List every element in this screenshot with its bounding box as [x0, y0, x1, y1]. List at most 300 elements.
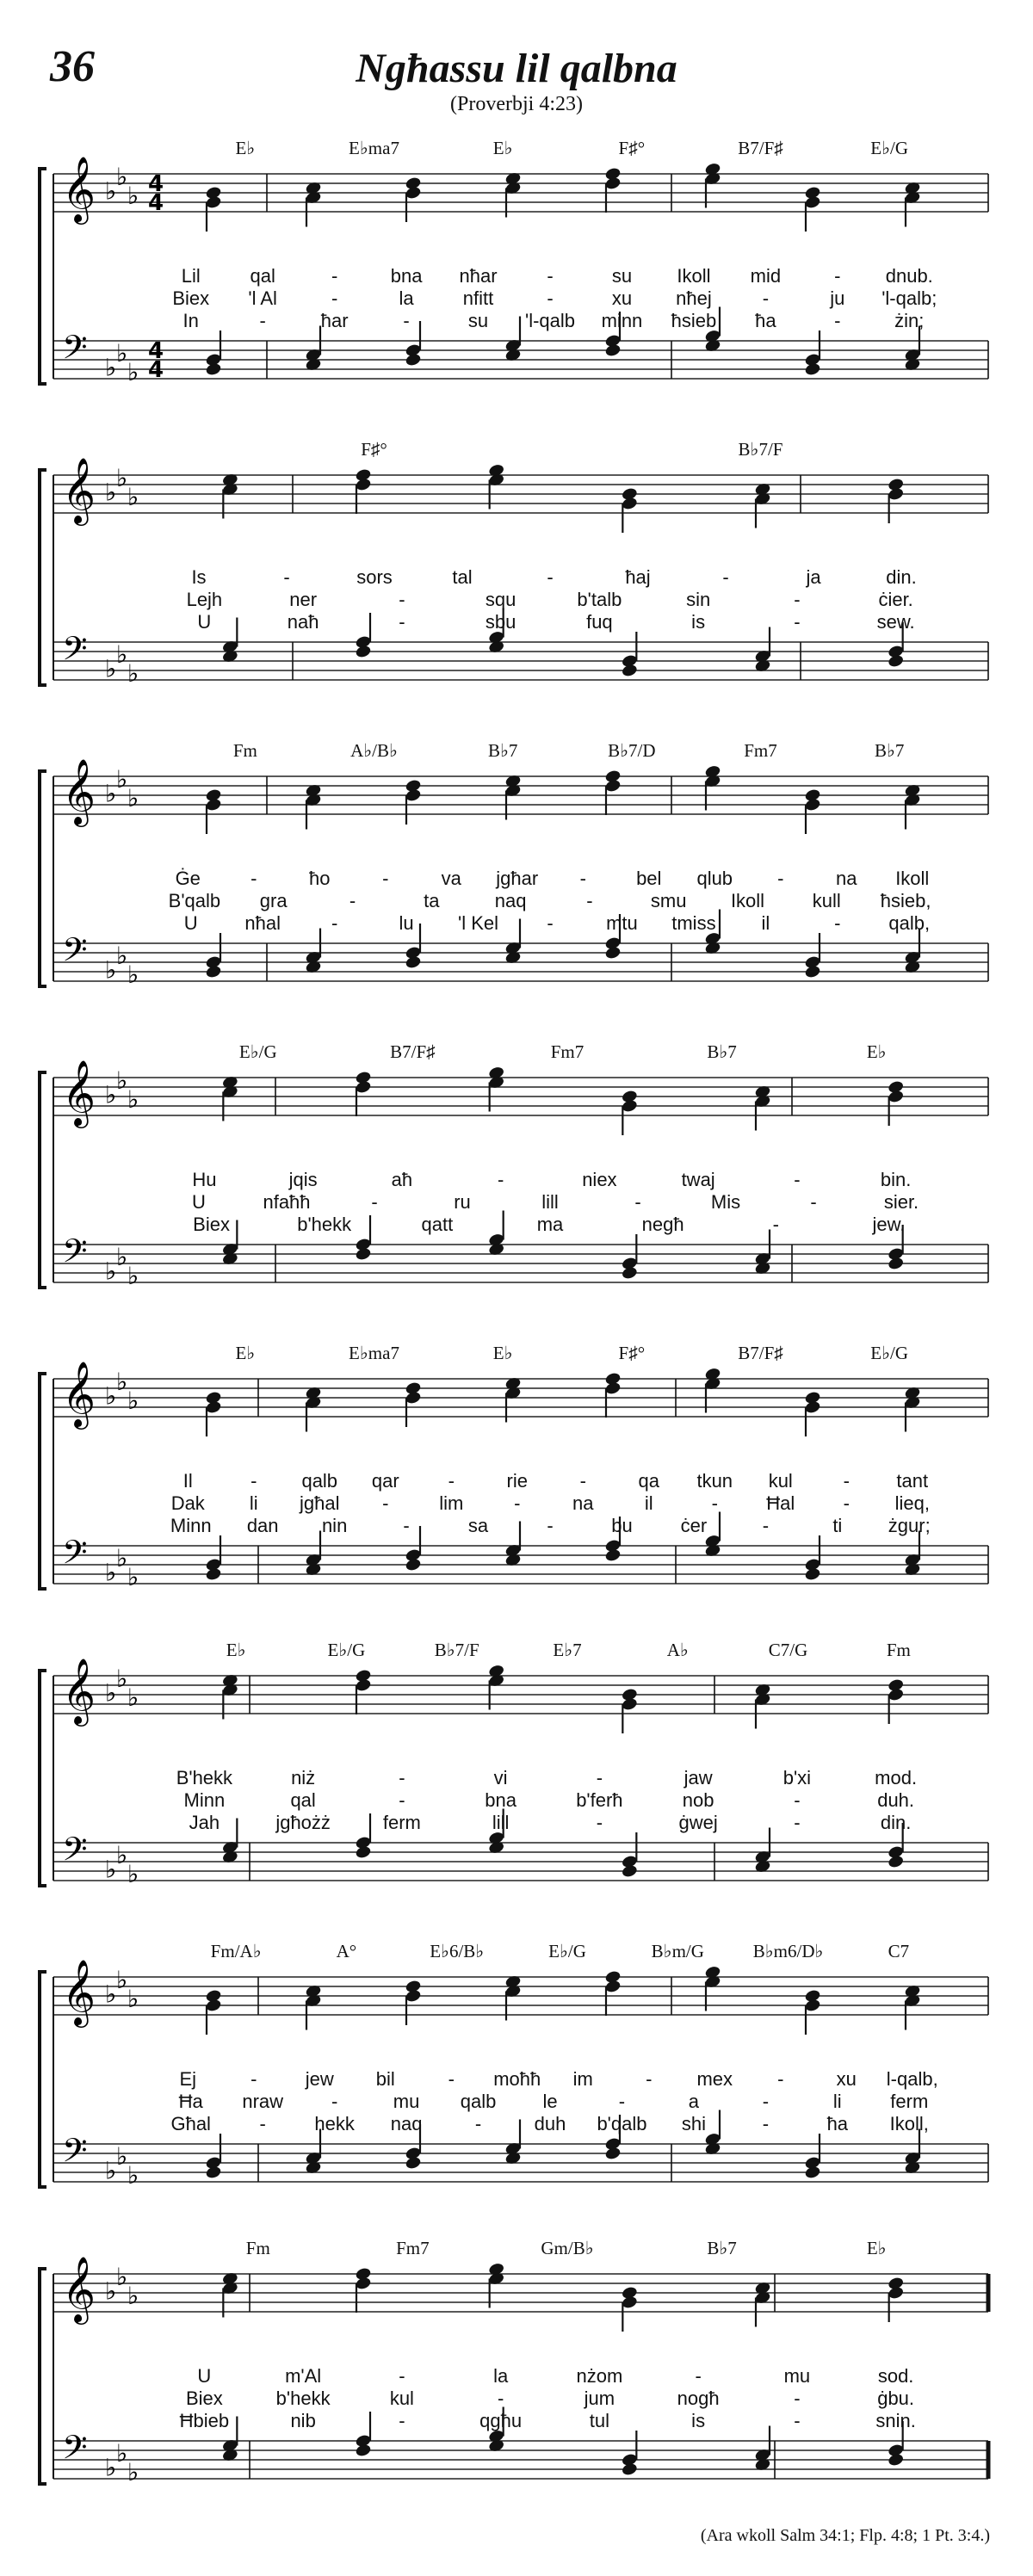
lyric-syllable: sier.	[883, 1191, 919, 1213]
lyric-syllable: lim	[439, 1492, 464, 1514]
lyric-syllable: qalb	[301, 1470, 338, 1492]
lyric-syllable: rie	[506, 1470, 528, 1492]
lyric-syllable: -	[251, 2068, 257, 2090]
lyric-syllable: -	[547, 1515, 554, 1536]
note-head	[604, 1969, 622, 1984]
note-head	[355, 1070, 372, 1084]
lyric-syllable: -	[586, 890, 593, 911]
lyric-syllable: la	[493, 2365, 509, 2387]
lyric-syllable: lill	[492, 1812, 510, 1833]
lyric-syllable: na	[572, 1492, 594, 1514]
lyric-syllable: le	[542, 2091, 558, 2112]
lyric-syllable: -	[695, 2365, 702, 2387]
lyric-line-verse-3	[0, 611, 1033, 633]
key-flat-icon: ♭	[116, 1544, 128, 1573]
lyric-syllable: -	[403, 1515, 410, 1536]
key-flat-icon: ♭	[105, 2276, 117, 2306]
lyric-syllable: U	[197, 611, 212, 633]
treble-clef-icon: 𝄞	[62, 2256, 96, 2322]
lyric-syllable: -	[331, 2091, 338, 2112]
lyric-line-verse-2	[0, 1789, 1033, 1812]
lyric-syllable: żin;	[894, 310, 925, 331]
lyric-syllable: tul	[589, 2410, 609, 2431]
lyric-line-verse-1	[0, 2068, 1033, 2091]
lyric-line-verse-2	[0, 1191, 1033, 1214]
lyric-line-verse-2	[0, 890, 1033, 912]
treble-clef-icon: 𝄞	[62, 156, 96, 222]
lyric-line-verse-3	[0, 2113, 1033, 2135]
note-head	[205, 185, 222, 200]
lyric-line-verse-1	[0, 566, 1033, 589]
lyric-syllable: U	[197, 2365, 212, 2387]
lyric-syllable: -	[646, 2068, 653, 2090]
lyric-syllable: la	[399, 287, 414, 309]
chord-symbol: Fm7	[396, 2238, 430, 2258]
lyric-syllable: ferm	[382, 1812, 421, 1833]
lyric-syllable: naħ	[287, 611, 319, 633]
lyric-syllable: smu	[650, 890, 687, 911]
lyric-syllable: jew	[305, 2068, 334, 2090]
lyric-syllable: -	[762, 2091, 770, 2112]
lyric-syllable: jgħar	[496, 868, 539, 889]
note-head	[405, 778, 422, 793]
lyric-line-verse-1	[0, 868, 1033, 890]
lyric-syllable: -	[794, 611, 801, 633]
lyric-syllable: qar	[371, 1470, 399, 1492]
lyric-syllable: -	[251, 1470, 257, 1492]
chord-symbol: C7	[888, 1941, 910, 1961]
chord-symbol: E♭	[226, 1640, 246, 1660]
key-flat-icon: ♭	[116, 765, 128, 794]
lyric-syllable: im	[572, 2068, 593, 2090]
lyric-syllable: -	[762, 287, 770, 309]
bass-clef-icon: 𝄢	[62, 1830, 88, 1876]
treble-clef-icon: 𝄞	[62, 1959, 96, 2025]
lyric-syllable: jew.	[872, 1214, 906, 1235]
lyric-syllable: -	[834, 912, 841, 934]
key-flat-icon: ♭	[105, 1080, 117, 1109]
note-head	[804, 185, 821, 200]
chord-symbol: E♭	[866, 1041, 887, 1062]
lyric-syllable: mid	[750, 265, 782, 287]
note-head	[888, 1079, 905, 1094]
lyric-syllable: bna	[390, 265, 423, 287]
lyric-syllable: ju	[830, 287, 845, 309]
chord-symbol: E♭ma7	[349, 138, 399, 158]
lyric-syllable: jgħal	[300, 1492, 340, 1514]
lyric-syllable: sbu	[485, 611, 516, 633]
lyric-syllable: ħa	[826, 2113, 849, 2134]
lyric-syllable: -	[794, 1812, 801, 1833]
lyric-syllable: negħ	[641, 1214, 684, 1235]
lyric-syllable: b'xi	[782, 1767, 812, 1788]
chord-symbol: B♭7/F	[738, 439, 783, 460]
chord-symbol: B♭m/G	[651, 1941, 704, 1961]
key-flat-icon: ♭	[105, 2453, 117, 2482]
lyric-syllable: niż	[291, 1767, 316, 1788]
note-head	[804, 1988, 821, 2003]
key-flat-icon: ♭	[116, 464, 128, 493]
lyric-syllable: nżom	[576, 2365, 623, 2387]
lyric-syllable: il	[644, 1492, 653, 1514]
lyric-syllable: hekk	[314, 2113, 355, 2134]
lyric-syllable: gra	[259, 890, 288, 911]
time-signature-top: 4	[148, 171, 164, 197]
key-flat-icon: ♭	[127, 182, 139, 211]
lyric-syllable: is	[691, 611, 706, 633]
key-flat-icon: ♭	[127, 1387, 139, 1416]
note-head	[355, 467, 372, 482]
lyric-syllable: -	[794, 1169, 801, 1190]
lyric-syllable: -	[497, 1169, 504, 1190]
lyric-syllable: li	[832, 2091, 842, 2112]
lyric-syllable: is	[691, 2410, 706, 2431]
lyric-syllable: mod.	[875, 1767, 918, 1788]
key-flat-icon: ♭	[116, 163, 128, 192]
lyric-syllable: jgħożż	[275, 1812, 331, 1833]
lyric-syllable: -	[547, 265, 554, 287]
key-flat-icon: ♭	[116, 1066, 128, 1096]
chord-symbol: B7/F♯	[738, 138, 783, 158]
note-head	[621, 1687, 638, 1702]
lyric-syllable: Ikoll	[730, 890, 765, 911]
lyric-syllable: -	[762, 2113, 770, 2134]
lyric-syllable: naq	[390, 2113, 423, 2134]
lyric-syllable: li	[249, 1492, 258, 1514]
lyric-syllable: Is	[191, 566, 207, 588]
note-head	[804, 788, 821, 802]
lyric-syllable: Ikoll,	[889, 2113, 929, 2134]
lyric-syllable: mtu	[606, 912, 638, 934]
lyric-syllable: b'hekk	[275, 2388, 331, 2409]
lyric-syllable: -	[382, 868, 389, 889]
lyric-syllable: niex	[582, 1169, 617, 1190]
hymn-number: 36	[50, 42, 95, 91]
lyric-syllable: b'qalb	[597, 2113, 647, 2134]
note-head	[888, 1677, 905, 1692]
lyric-syllable: lu	[399, 912, 414, 934]
lyric-syllable: nib	[290, 2410, 316, 2431]
music-system	[0, 439, 1033, 732]
key-flat-icon: ♭	[127, 1985, 139, 2014]
lyric-syllable: nob	[682, 1789, 714, 1811]
lyric-syllable: -	[399, 2410, 405, 2431]
music-system	[0, 740, 1033, 1033]
lyric-syllable: twaj	[681, 1169, 715, 1190]
lyric-syllable: ħar	[320, 310, 349, 331]
lyric-syllable: naq	[494, 890, 527, 911]
lyric-syllable: nħej	[676, 287, 712, 309]
key-flat-icon: ♭	[116, 942, 128, 971]
key-flat-icon: ♭	[105, 779, 117, 808]
lyric-syllable: -	[474, 2113, 482, 2134]
lyric-syllable: qa	[638, 1470, 659, 1492]
key-flat-icon: ♭	[116, 1368, 128, 1397]
lyric-syllable: żgur;	[888, 1515, 931, 1536]
lyric-syllable: -	[497, 2388, 504, 2409]
music-system	[0, 138, 1033, 430]
lyric-syllable: qal	[290, 1789, 316, 1811]
lyric-syllable: din.	[880, 1812, 912, 1833]
lyric-syllable: jqis	[288, 1169, 318, 1190]
key-flat-icon: ♭	[116, 339, 128, 368]
lyric-syllable: qalb,	[888, 912, 931, 934]
lyric-syllable: ma	[536, 1214, 564, 1235]
lyric-syllable: -	[618, 2091, 626, 2112]
time-signature-bottom: 4	[148, 357, 164, 383]
lyric-syllable: -	[331, 912, 338, 934]
lyric-syllable: Biex	[172, 287, 210, 309]
treble-clef-icon: 𝄞	[62, 1059, 96, 1126]
lyric-line-verse-2	[0, 287, 1033, 310]
lyric-syllable: xu	[836, 2068, 857, 2090]
lyric-syllable: -	[349, 890, 356, 911]
lyric-syllable: mex	[696, 2068, 733, 2090]
lyric-line-verse-3	[0, 2410, 1033, 2432]
lyric-syllable: bil	[375, 2068, 395, 2090]
lyric-syllable: qgħu	[479, 2410, 523, 2431]
lyric-syllable: mu	[393, 2091, 420, 2112]
chord-symbol: E♭/G	[870, 1343, 909, 1363]
lyric-syllable: shi	[681, 2113, 706, 2134]
lyric-syllable: squ	[485, 589, 516, 610]
key-flat-icon: ♭	[105, 1855, 117, 1884]
lyric-syllable: -	[810, 1191, 817, 1213]
key-flat-icon: ♭	[105, 1257, 117, 1286]
key-flat-icon: ♭	[105, 1558, 117, 1587]
lyric-syllable: In	[182, 310, 199, 331]
lyric-syllable: 'l Al	[248, 287, 277, 309]
lyric-syllable: fuq	[586, 611, 613, 633]
key-flat-icon: ♭	[116, 1665, 128, 1694]
lyric-syllable: sod.	[877, 2365, 914, 2387]
lyric-syllable: duh.	[877, 1789, 915, 1811]
lyric-syllable: Ħbieb	[179, 2410, 230, 2431]
lyric-syllable: Lejh	[186, 589, 223, 610]
lyric-syllable: Ħal	[766, 1492, 795, 1514]
chord-symbol: F♯°	[361, 439, 387, 460]
lyric-syllable: su	[467, 310, 489, 331]
key-flat-icon: ♭	[105, 478, 117, 507]
lyric-syllable: vi	[493, 1767, 508, 1788]
lyric-line-verse-3	[0, 912, 1033, 935]
lyric-syllable: -	[283, 566, 290, 588]
lyric-syllable: 'l-qalb;	[881, 287, 937, 309]
chord-symbol: B♭7/F	[434, 1640, 479, 1660]
lyric-line-verse-2	[0, 2388, 1033, 2410]
key-flat-icon: ♭	[105, 1678, 117, 1708]
lyric-syllable: dan	[246, 1515, 279, 1536]
treble-clef-icon: 𝄞	[62, 457, 96, 523]
lyric-syllable: Ħa	[178, 2091, 203, 2112]
lyric-syllable: -	[579, 1470, 586, 1492]
lyric-syllable: -	[259, 2113, 266, 2134]
chord-symbol: E♭/G	[238, 1041, 277, 1062]
lyric-syllable: b'hekk	[297, 1214, 352, 1235]
key-flat-icon: ♭	[105, 1381, 117, 1411]
lyric-syllable: bu	[611, 1515, 633, 1536]
key-flat-icon: ♭	[116, 2142, 128, 2171]
lyric-syllable: -	[777, 868, 784, 889]
lyric-syllable: U	[183, 912, 198, 934]
lyric-syllable: Ikoll	[677, 265, 711, 287]
lyric-line-verse-2	[0, 2091, 1033, 2113]
lyric-syllable: nħar	[459, 265, 498, 287]
note-head	[804, 1390, 821, 1405]
lyric-syllable: -	[399, 589, 405, 610]
lyric-syllable: aħ	[391, 1169, 413, 1190]
chord-symbol: A♭	[666, 1640, 689, 1660]
lyric-syllable: qlub	[696, 868, 733, 889]
lyric-syllable: nin	[321, 1515, 348, 1536]
time-signature-top: 4	[148, 338, 164, 364]
key-flat-icon: ♭	[127, 1563, 139, 1592]
key-flat-icon: ♭	[127, 483, 139, 512]
lyric-syllable: -	[722, 566, 729, 588]
lyric-syllable: -	[251, 868, 257, 889]
lyric-line-verse-1	[0, 1169, 1033, 1191]
lyric-line-verse-3	[0, 1214, 1033, 1236]
lyric-syllable: -	[794, 589, 801, 610]
lyric-syllable: -	[843, 1470, 850, 1492]
key-flat-icon: ♭	[116, 2439, 128, 2468]
chord-symbol: E♭	[866, 2238, 887, 2258]
lyric-syllable: Jah	[189, 1812, 220, 1833]
note-head	[621, 1089, 638, 1103]
note-head	[604, 769, 622, 783]
lyric-syllable: Hu	[192, 1169, 217, 1190]
lyric-syllable: bna	[485, 1789, 516, 1811]
music-system	[0, 1640, 1033, 1932]
lyric-syllable: -	[403, 310, 410, 331]
key-flat-icon: ♭	[105, 353, 117, 382]
lyric-syllable: -	[596, 1767, 603, 1788]
key-flat-icon: ♭	[127, 784, 139, 813]
chord-symbol: E♭/G	[870, 138, 909, 158]
note-head	[621, 2285, 638, 2300]
lyric-syllable: l-qalb,	[886, 2068, 938, 2090]
chord-symbol: E♭	[235, 1343, 256, 1363]
bass-clef-icon: 𝄢	[62, 2131, 88, 2178]
lyric-syllable: lieq,	[894, 1492, 930, 1514]
lyric-line-verse-1	[0, 2365, 1033, 2388]
lyric-syllable: -	[794, 2410, 801, 2431]
key-flat-icon: ♭	[127, 1262, 139, 1291]
lyric-syllable: a	[688, 2091, 700, 2112]
lyric-syllable: Mis	[710, 1191, 741, 1213]
lyric-syllable: qal	[250, 265, 275, 287]
lyric-syllable: Minn	[183, 1789, 226, 1811]
key-flat-icon: ♭	[127, 659, 139, 689]
key-flat-icon: ♭	[105, 2156, 117, 2185]
lyric-syllable: -	[399, 1767, 405, 1788]
treble-clef-icon: 𝄞	[62, 1658, 96, 1724]
lyric-syllable: -	[777, 2068, 784, 2090]
key-flat-icon: ♭	[127, 961, 139, 990]
chord-symbol: E♭/G	[548, 1941, 586, 1961]
footer-note: (Ara wkoll Salm 34:1; Flp. 4:8; 1 Pt. 3:4.)	[700, 2526, 990, 2545]
key-flat-icon: ♭	[116, 640, 128, 670]
note-head	[405, 1979, 422, 1993]
lyric-syllable: tal	[452, 566, 473, 588]
chord-symbol: Fm/A♭	[210, 1941, 262, 1961]
lyric-syllable: jum	[584, 2388, 615, 2409]
note-head	[205, 1390, 222, 1405]
lyric-syllable: kul	[768, 1470, 793, 1492]
lyric-syllable: -	[514, 1492, 521, 1514]
lyric-syllable: kull	[812, 890, 841, 911]
lyric-syllable: m'Al	[285, 2365, 322, 2387]
lyric-syllable: ja	[806, 566, 821, 588]
chord-symbol: Fm7	[744, 740, 777, 761]
lyric-syllable: -	[762, 1515, 770, 1536]
lyric-syllable: -	[596, 1812, 603, 1833]
note-head	[405, 1381, 422, 1395]
lyric-line-verse-1	[0, 265, 1033, 287]
music-system	[0, 1343, 1033, 1635]
lyric-syllable: mu	[783, 2365, 811, 2387]
lyric-syllable: ta	[424, 890, 440, 911]
lyric-syllable: Ikoll	[895, 868, 930, 889]
lyric-syllable: -	[448, 1470, 455, 1492]
chord-symbol: E♭	[492, 1343, 513, 1363]
lyric-syllable: -	[382, 1492, 389, 1514]
bass-clef-icon: 𝄢	[62, 930, 88, 977]
lyric-syllable: -	[634, 1191, 641, 1213]
key-flat-icon: ♭	[127, 1860, 139, 1889]
note-head	[888, 2276, 905, 2290]
lyric-syllable: bin.	[880, 1169, 912, 1190]
lyric-syllable: ħsieb,	[880, 890, 931, 911]
lyric-syllable: -	[772, 1214, 779, 1235]
bass-clef-icon: 𝄢	[62, 2428, 88, 2474]
bass-clef-icon: 𝄢	[62, 629, 88, 676]
lyric-syllable: ner	[289, 589, 318, 610]
lyric-syllable: nħal	[244, 912, 281, 934]
chord-symbol: E♭ma7	[349, 1343, 399, 1363]
lyric-syllable: ġbu.	[877, 2388, 915, 2409]
note-head	[604, 166, 622, 181]
lyric-syllable: sa	[467, 1515, 489, 1536]
note-head	[205, 1988, 222, 2003]
chord-symbol: B♭m6/D♭	[752, 1941, 824, 1961]
bass-clef-icon: 𝄢	[62, 1232, 88, 1278]
lyric-syllable: bel	[636, 868, 662, 889]
lyric-line-verse-1	[0, 1470, 1033, 1492]
lyric-syllable: sew.	[876, 611, 915, 633]
lyric-syllable: il	[761, 912, 770, 934]
chord-symbol: E♭6/B♭	[430, 1941, 485, 1961]
time-signature-bottom: 4	[148, 190, 164, 216]
lyric-syllable: ħa	[755, 310, 776, 331]
lyric-syllable: Biex	[185, 2388, 223, 2409]
lyric-syllable: tant	[896, 1470, 929, 1492]
lyric-syllable: qalb	[460, 2091, 497, 2112]
chord-symbol: A°	[336, 1941, 357, 1961]
lyric-syllable: -	[547, 287, 554, 309]
lyric-syllable: jaw	[684, 1767, 713, 1788]
lyric-syllable: 'l Kel	[458, 912, 499, 934]
chord-symbol: F♯°	[618, 138, 646, 158]
music-system	[0, 1041, 1033, 1334]
lyric-syllable: Ġe	[175, 868, 201, 889]
chord-symbol: Fm	[886, 1640, 911, 1660]
chord-symbol: B♭7	[487, 740, 518, 761]
key-flat-icon: ♭	[127, 1683, 139, 1713]
lyric-syllable: ċier.	[878, 589, 913, 610]
note-head	[604, 1371, 622, 1386]
music-system	[0, 1941, 1033, 2233]
